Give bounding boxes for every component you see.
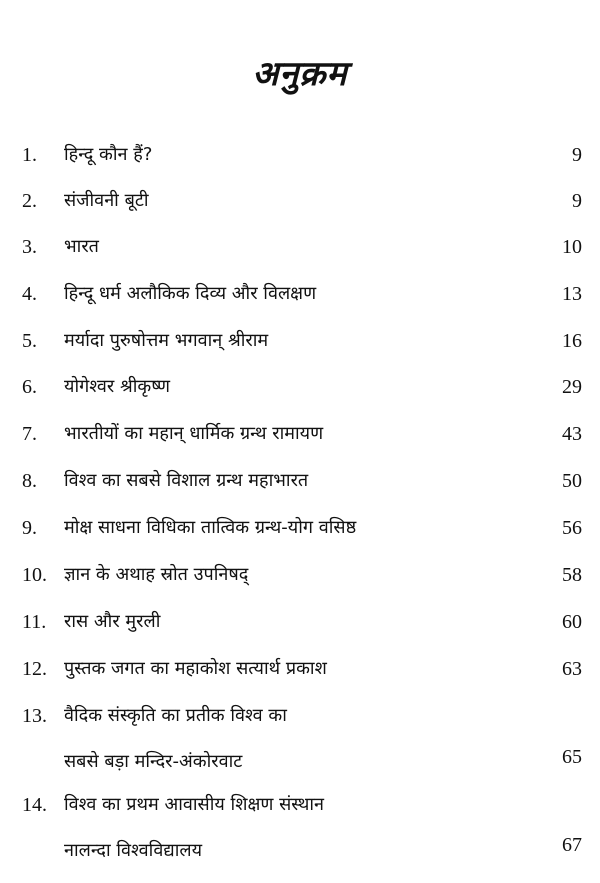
page-title: अनुक्रम [252, 54, 348, 94]
toc-entry-title-line: विश्व का सबसे विशाल ग्रन्थ महाभारत [64, 470, 309, 491]
toc-entry-number: 10. [22, 564, 47, 586]
toc-entry-number: 1. [22, 144, 37, 166]
toc-entry-number: 12. [22, 658, 47, 680]
toc-entry-title [64, 140, 534, 170]
toc-entry-title [64, 372, 534, 402]
toc-entry-number: 13. [22, 705, 47, 727]
toc-entry-page-number: 9 [572, 144, 582, 166]
toc-entry-title-line: वैदिक संस्कृति का प्रतीक विश्व का [64, 705, 287, 726]
toc-entry-page-number: 50 [562, 470, 582, 492]
toc-entry-title-line: भारतीयों का महान् धार्मिक ग्रन्थ रामायण [64, 423, 324, 444]
toc-entry-title [64, 326, 534, 356]
toc-entry-number: 3. [22, 236, 37, 258]
toc-entry-page-number: 29 [562, 376, 582, 398]
toc-entry-number: 9. [22, 517, 37, 539]
toc-entry-title-line: संजीवनी बूटी [64, 190, 149, 211]
toc-entry-title [64, 466, 534, 496]
toc-entry-title [64, 279, 534, 309]
toc-entry-number: 2. [22, 190, 37, 212]
toc-entry-page-number: 43 [562, 423, 582, 445]
toc-entry-page-number: 63 [562, 658, 582, 680]
toc-entry-page-number: 65 [562, 746, 582, 768]
toc-entry-title [64, 232, 534, 262]
toc-entry-page-number: 16 [562, 330, 582, 352]
toc-entry-number: 6. [22, 376, 37, 398]
toc-entry-page-number: 13 [562, 283, 582, 305]
toc-entry-title [64, 607, 534, 637]
toc-entry-title [64, 513, 534, 543]
toc-entry-title-line: मोक्ष साधना विधिका तात्विक ग्रन्थ-योग वसिष्ठ [64, 517, 357, 538]
toc-entry-number: 7. [22, 423, 37, 445]
toc-entry-title [64, 701, 534, 793]
toc-entry-title-line: रास और मुरली [64, 611, 161, 632]
toc-entry-title [64, 419, 534, 449]
toc-entry-title-line: ज्ञान के अथाह स्रोत उपनिषद् [64, 564, 249, 585]
toc-entry-title [64, 560, 534, 590]
toc-entry-title-line: सबसे बड़ा मन्दिर-अंकोरवाट [64, 751, 243, 772]
toc-entry-title-line: मर्यादा पुरुषोत्तम भगवान् श्रीराम [64, 330, 269, 351]
toc-entry-page-number: 9 [572, 190, 582, 212]
toc-entry-number: 11. [22, 611, 47, 633]
toc-entry-page-number: 60 [562, 611, 582, 633]
toc-entry-number: 8. [22, 470, 37, 492]
toc-entry-page-number: 58 [562, 564, 582, 586]
toc-entry-title-line: विश्व का प्रथम आवासीय शिक्षण संस्थान [64, 794, 325, 815]
toc-entry-title-line: हिन्दू कौन हैं? [64, 144, 153, 165]
toc-entry-page-number: 67 [562, 834, 582, 856]
toc-entry-title-line: नालन्दा विश्वविद्यालय [64, 840, 203, 861]
toc-entry-title [64, 790, 534, 882]
toc-entry-number: 5. [22, 330, 37, 352]
toc-entry-title-line: पुस्तक जगत का महाकोश सत्यार्थ प्रकाश [64, 658, 327, 679]
toc-entry-page-number: 10 [562, 236, 582, 258]
toc-entry-title [64, 654, 534, 684]
toc-entry-title-line: हिन्दू धर्म अलौकिक दिव्य और विलक्षण [64, 283, 317, 304]
toc-entry-title [64, 186, 534, 216]
toc-entry-page-number: 56 [562, 517, 582, 539]
toc-entry-number: 4. [22, 283, 37, 305]
toc-entry-number: 14. [22, 794, 47, 816]
toc-entry-title-line: भारत [64, 236, 99, 257]
toc-entry-title-line: योगेश्वर श्रीकृष्ण [64, 376, 171, 397]
